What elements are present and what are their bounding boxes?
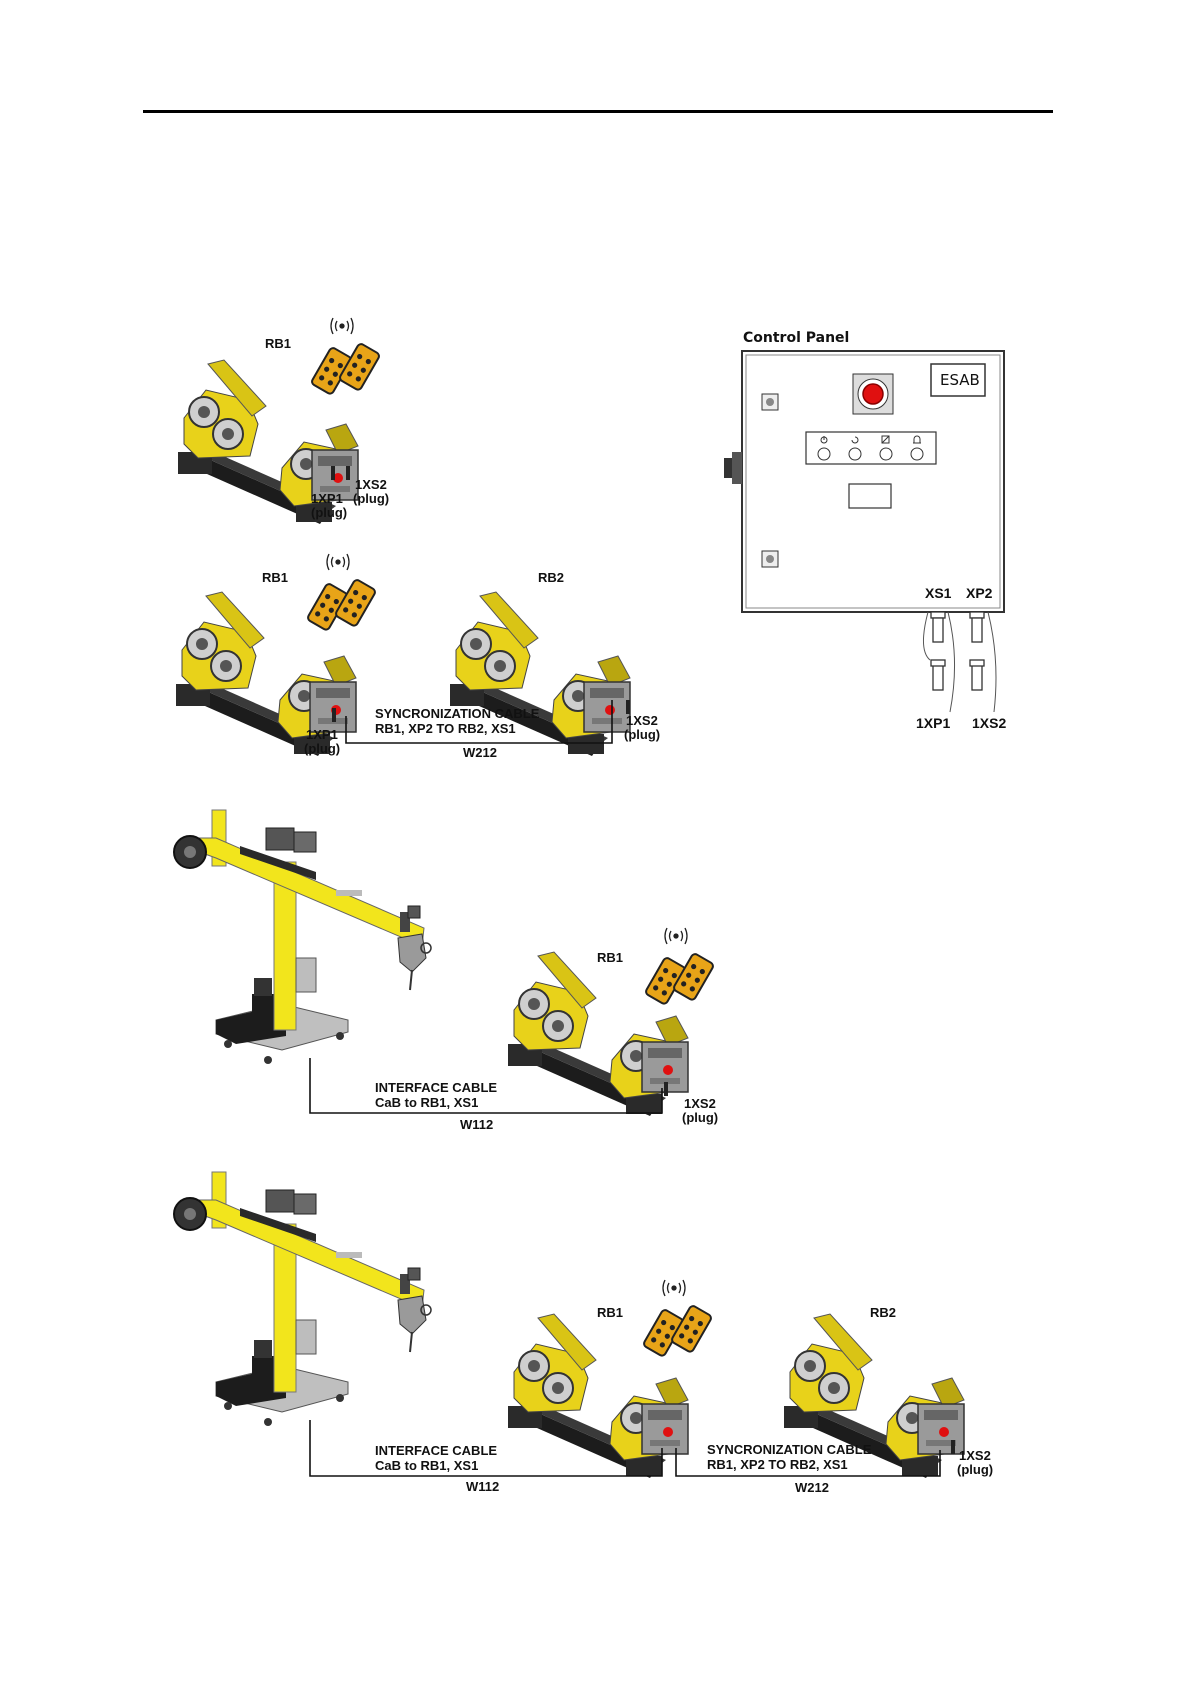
scene-3-manipulator-with-rotator [174,810,718,1132]
scene-2-synchronized-rotators [176,554,660,760]
label-1xs2-plug: (plug) [353,491,390,506]
remote-control-icon [643,1280,713,1357]
cable-label-line2: RB1, XP2 TO RB2, XS1 [375,721,516,736]
panel-title: Control Panel [743,330,850,346]
remote-control-icon [311,318,381,395]
esab-logo: ESAB [940,371,980,389]
label-rb1: RB1 [262,570,289,585]
cable-label-line2: CaB to RB1, XS1 [375,1095,479,1110]
emergency-stop-button [863,384,883,404]
label-1xs2: 1XS2 [355,477,387,492]
label-1xs2: 1XS2 [972,715,1007,731]
cable2-label-line2: RB1, XP2 TO RB2, XS1 [707,1457,848,1472]
column-boom-manipulator-image [174,1172,431,1426]
label-1xs2: 1XS2 [684,1096,716,1111]
label-1xs2-plug: (plug) [957,1462,994,1477]
cable1-label-line2: CaB to RB1, XS1 [375,1458,479,1473]
alarm-indicator-icon [911,448,923,460]
label-1xp1-plug: (plug) [311,505,348,520]
label-rb1: RB1 [265,336,292,351]
label-1xs2: 1XS2 [959,1448,991,1463]
label-1xs2: 1XS2 [626,713,658,728]
display-window [849,484,891,508]
status-indicator-icon [880,448,892,460]
column-boom-manipulator-image [174,810,431,1064]
power-indicator-icon [818,448,830,460]
reset-indicator-icon [849,448,861,460]
control-panel [724,330,1006,731]
label-1xp1: 1XP1 [311,491,343,506]
cable-id-w212: W212 [463,745,497,760]
remote-control-icon [307,554,377,631]
label-1xp1: 1XP1 [306,727,338,742]
label-1xp1-plug: (plug) [304,741,341,756]
label-1xp1: 1XP1 [916,715,951,731]
label-rb2: RB2 [538,570,565,585]
cable-id-w112: W112 [466,1479,500,1494]
cable-label-line1: SYNCRONIZATION CABLE [375,706,540,721]
cable-id-w112: W112 [460,1117,494,1132]
label-rb1: RB1 [597,950,624,965]
scene-1-single-rotator [178,318,389,524]
label-xp2: XP2 [966,585,993,601]
label-xs1: XS1 [925,585,952,601]
label-rb1: RB1 [597,1305,624,1320]
label-1xs2-plug: (plug) [682,1110,719,1125]
cable-id-w212: W212 [795,1480,829,1495]
remote-control-icon [645,928,715,1005]
label-rb2: RB2 [870,1305,897,1320]
cable1-label-line1: INTERFACE CABLE [375,1443,498,1458]
label-1xs2-plug: (plug) [624,727,661,742]
cable-label-line1: INTERFACE CABLE [375,1080,498,1095]
cable2-label-line1: SYNCRONIZATION CABLE [707,1442,872,1457]
scene-4-manipulator-with-synchronized-rotators [174,1172,993,1495]
